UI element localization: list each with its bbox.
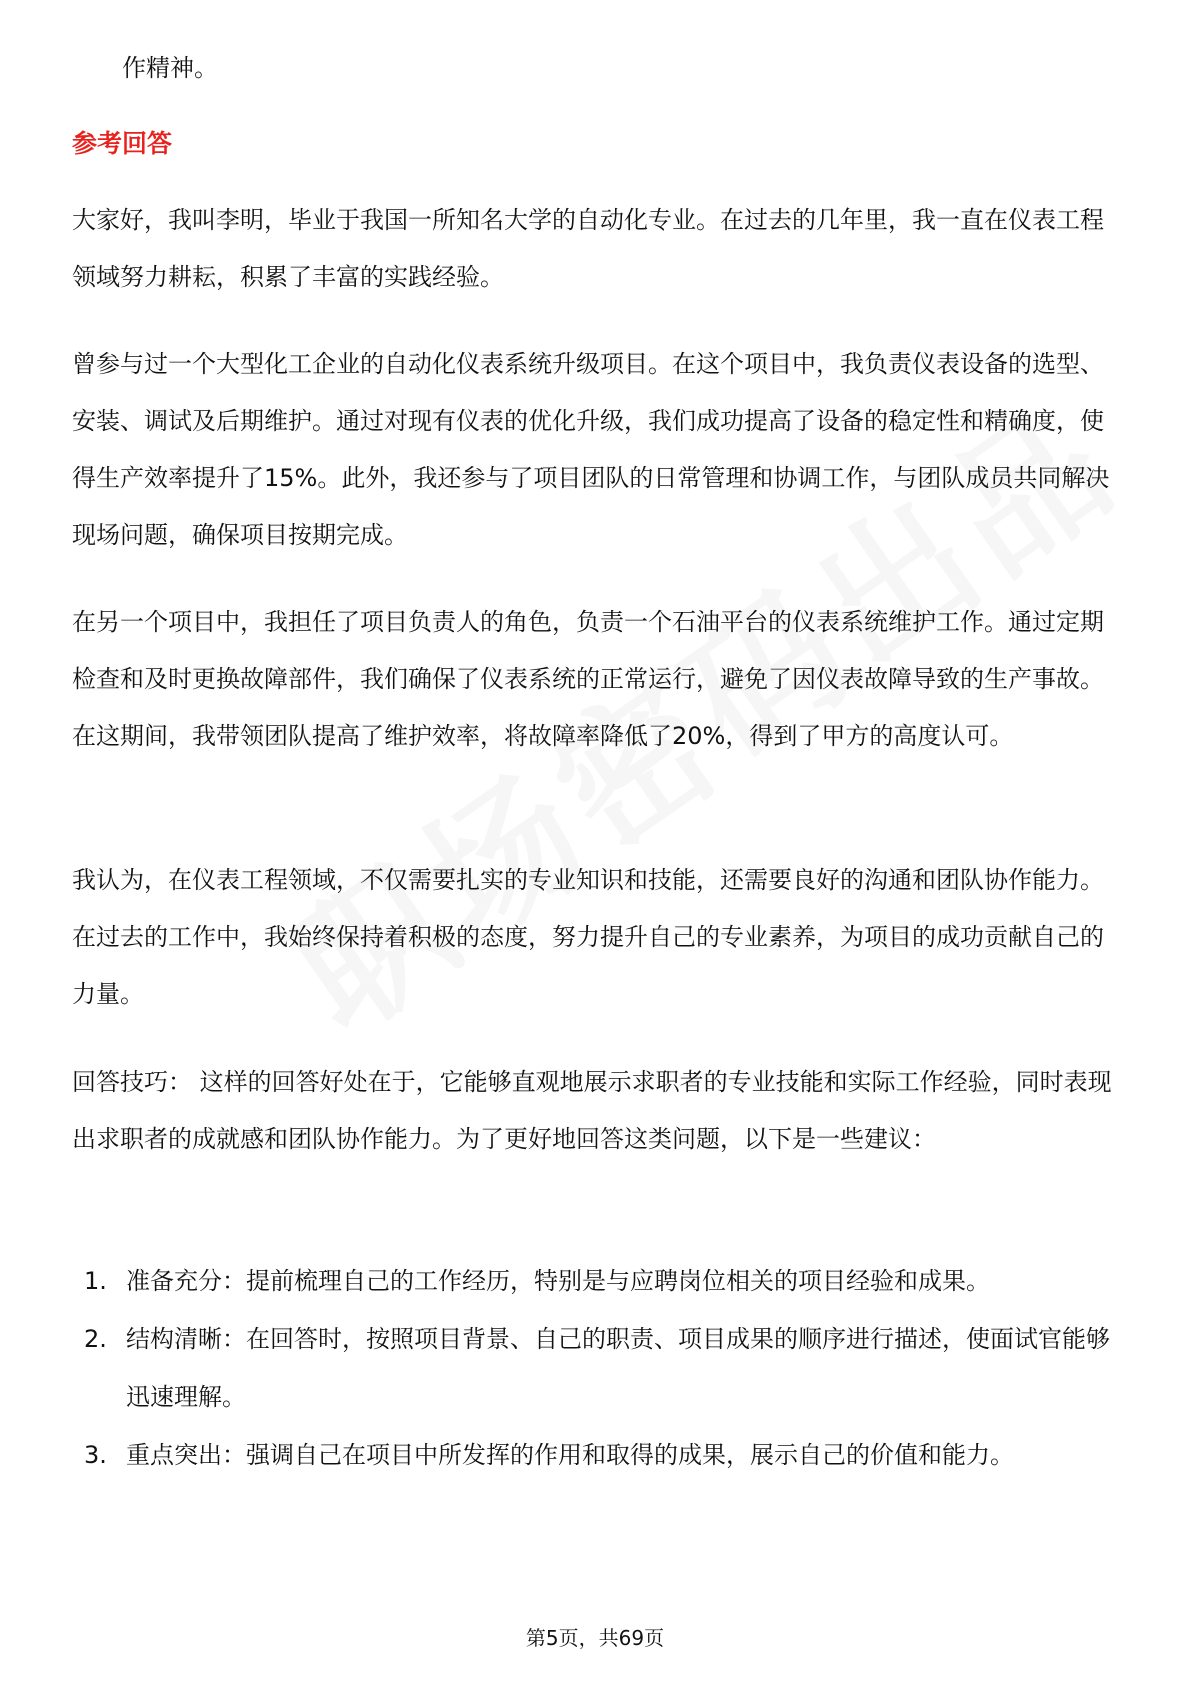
list-item-text: 准备充分：提前梳理自己的工作经历，特别是与应聘岗位相关的项目经验和成果。 [126, 1267, 990, 1295]
list-item [84, 1310, 1124, 1426]
continued-text: 作精神。 [122, 54, 218, 82]
paragraph-intro: 大家好，我叫李明，毕业于我国一所知名大学的自动化专业。在过去的几年里，我一直在仪表工程领域努力耕耘，积累了丰富的实践经验。 [72, 206, 1104, 291]
list-item [84, 1252, 1124, 1310]
paragraph-project-1: 曾参与过一个大型化工企业的自动化仪表系统升级项目。在这个项目中，我负责仪表设备的选型、安装、调试及后期维护。通过对现有仪表的优化升级，我们成功提高了设备的稳定性和精确度，使得生产效率提升了15%。此外，我还参与了项目团队的日常管理和协调工作，与团队成员共同解决现场问题，确保项目按期完成。 [72, 350, 1110, 549]
paragraph-opinion: 我认为，在仪表工程领域，不仅需要扎实的专业知识和技能，还需要良好的沟通和团队协作能力。在过去的工作中，我始终保持着积极的态度，努力提升自己的专业素养，为项目的成功贡献自己的力量。 [72, 866, 1104, 1008]
paragraph-project-2: 在另一个项目中，我担任了项目负责人的角色，负责一个石油平台的仪表系统维护工作。通过定期检查和及时更换故障部件，我们确保了仪表系统的正常运行，避免了因仪表故障导致的生产事故。在这期间，我带领团队提高了维护效率，将故障率降低了20%，得到了甲方的高度认可。 [72, 608, 1104, 750]
list-item [84, 1426, 1124, 1484]
page-number-footer: 第5页，共69页 [525, 1626, 665, 1650]
list-item-text: 结构清晰：在回答时，按照项目背景、自己的职责、项目成果的顺序进行描述，使面试官能够迅速理解。 [126, 1325, 1110, 1411]
list-item-number: 2. [84, 1325, 107, 1353]
list-item-number: 3. [84, 1441, 107, 1469]
paragraph-answer-tips: 回答技巧： 这样的回答好处在于，它能够直观地展示求职者的专业技能和实际工作经验，同时表现出求职者的成就感和团队协作能力。为了更好地回答这类问题，以下是一些建议： [72, 1068, 1112, 1153]
list-item-number: 1. [84, 1267, 107, 1295]
section-title: 参考回答 [72, 129, 173, 158]
tips-list [84, 1252, 1124, 1484]
list-item-text: 重点突出：强调自己在项目中所发挥的作用和取得的成果，展示自己的价值和能力。 [126, 1441, 1014, 1469]
